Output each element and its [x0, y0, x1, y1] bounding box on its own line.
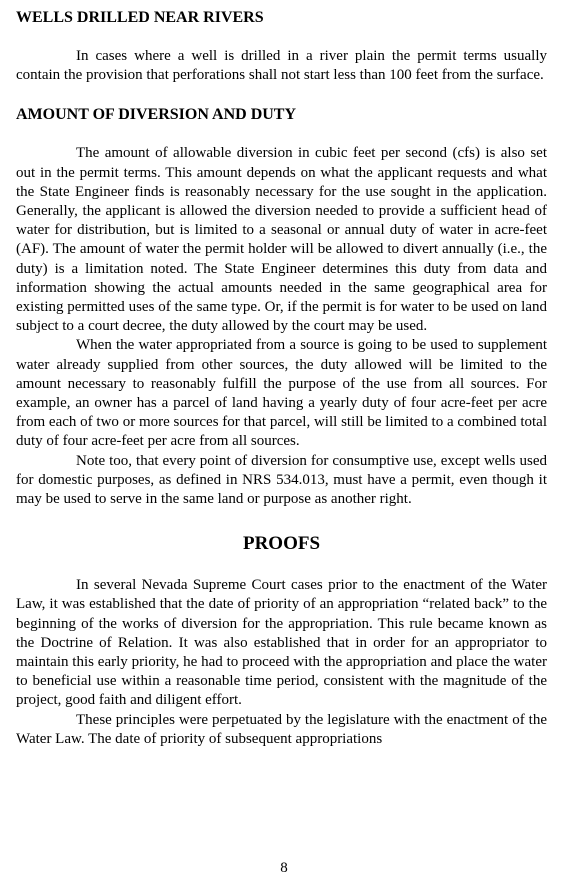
section-heading-proofs: PROOFS: [242, 533, 321, 555]
document-page: [16, 8, 547, 749]
paragraph-proofs-2: These principles were perpetuated by the legislature with the enactment of the Water Law. The date of priority of subsequent appropriations: [16, 711, 547, 747]
paragraph-diversion-2: When the water appropriated from a source is going to be used to supplement water already supplied from other sources, the duty allowed will be limited to the amount necessary to reasonably fulfill the purpose of the use from all sources. For example, an owner has a parcel of land having a yearly duty of four acre-feet per acre from each of two or more sources for that parcel, will still be limited to a combined total duty of four acre-feet per acre from all sources.: [16, 337, 547, 450]
section-heading-diversion: AMOUNT OF DIVERSION AND DUTY: [16, 106, 297, 124]
page-number: 8: [280, 860, 288, 876]
paragraph-wells: In cases where a well is drilled in a river plain the permit terms usually contain the provision that perforations shall not start less than 100 feet from the surface.: [16, 48, 547, 84]
paragraph-proofs-1: In several Nevada Supreme Court cases prior to the enactment of the Water Law, it was established that the date of priority of an appropriation “related back” to the beginning of the works of diversion for the appropriation. This rule became known as the Doctrine of Relation. It was also established that in order for an appropriator to maintain this early priority, he had to proceed with the appropriation and place the water to beneficial use within a reasonable time period, consistent with the magnitude of the project, good faith and diligent effort.: [16, 577, 547, 709]
section-heading-wells: WELLS DRILLED NEAR RIVERS: [16, 9, 264, 26]
paragraph-diversion-1: The amount of allowable diversion in cubic feet per second (cfs) is also set out in the permit terms. This amount depends on what the applicant requests and what the State Engineer finds is reasonably necessary for the use sought in the application. Generally, the applicant is allowed the diversion needed to provide a sufficient head of water for distribution, but is limited to a seasonal or annual duty of water in acre-feet (AF). The amount of water the permit holder will be allowed to divert annually (i.e., the duty) is a limitation noted. The State Engineer determines this duty from data and information showing the actual amounts needed in the same geographical area for existing permitted uses of the same type. Or, if the permit is for water to be used on land subject to a court decree, the duty allowed by the court may be used.: [16, 145, 547, 335]
paragraph-diversion-3: Note too, that every point of diversion for consumptive use, except wells used for domestic purposes, as defined in NRS 534.013, must have a permit, even though it may be used to serve in the same land or purpose as another right.: [16, 452, 547, 508]
